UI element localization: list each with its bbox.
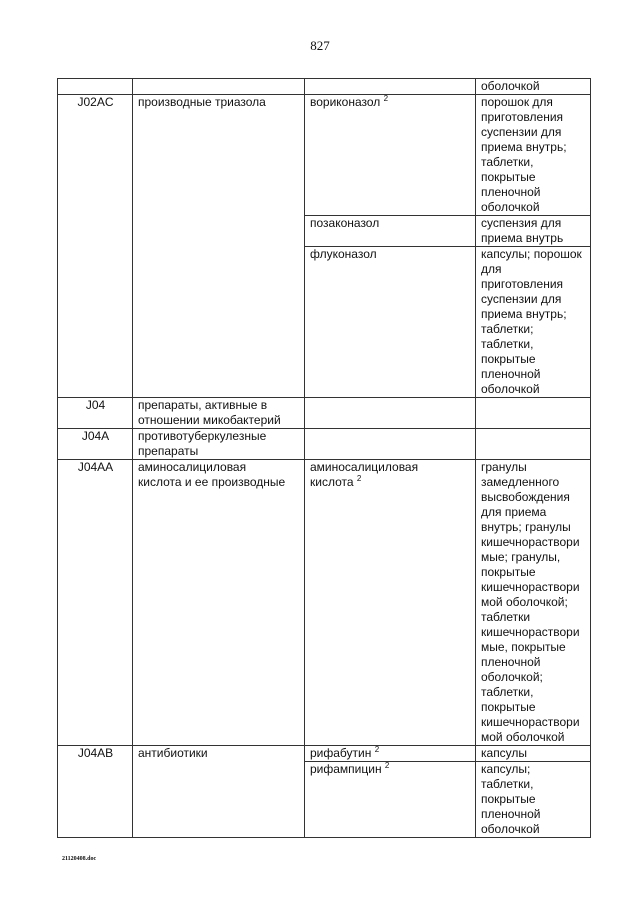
drug-cell — [305, 79, 476, 95]
atc-code-cell — [58, 79, 133, 95]
dosage-form-cell — [476, 429, 591, 460]
dosage-form-cell: капсулы; порошок для приготовления суспензии для приема внутрь; таблетки; таблетки, покрытые пленочной оболочкой — [476, 247, 591, 398]
table-row — [58, 398, 591, 429]
drug-cell — [305, 460, 476, 746]
dosage-form-cell: гранулы замедленного высвобождения для приема внутрь; гранулы кишечнораствори мые; гранулы, покрытые кишечнораствори мой оболочкой; таблетки кишечнораствори мые, покрытые пленочной оболочкой; таблетки, покрытые кишечнораствори мой оболочкой — [476, 460, 591, 746]
drug-cell — [305, 247, 476, 398]
table-row — [58, 746, 591, 762]
drug-name: вориконазол — [310, 95, 381, 109]
atc-code-cell: J04 — [58, 398, 133, 429]
table-row — [58, 95, 591, 216]
drug-cell — [305, 398, 476, 429]
drug-cell — [305, 95, 476, 216]
table-row — [58, 79, 591, 95]
drug-name: рифабутин — [310, 746, 372, 760]
footnote-mark: 2 — [383, 94, 389, 103]
dosage-form-cell: суспензия для приема внутрь — [476, 216, 591, 247]
drug-table — [57, 78, 591, 838]
footnote-mark: 2 — [356, 474, 362, 483]
drug-name: позаконазол — [310, 216, 380, 230]
dosage-form-cell — [476, 398, 591, 429]
group-cell: аминосалициловая кислота и ее производные — [133, 460, 305, 746]
document-filename: 21120408.doc — [62, 856, 97, 862]
drug-cell — [305, 746, 476, 762]
dosage-form-cell: оболочкой — [476, 79, 591, 95]
drug-cell — [305, 216, 476, 247]
drug-cell — [305, 762, 476, 838]
dosage-form-cell: порошок для приготовления суспензии для приема внутрь; таблетки, покрытые пленочной оболочкой — [476, 95, 591, 216]
dosage-form-cell: капсулы — [476, 746, 591, 762]
atc-code-cell: J04A — [58, 429, 133, 460]
footnote-mark: 2 — [384, 761, 390, 770]
table-row — [58, 460, 591, 746]
page-number: 827 — [310, 38, 330, 53]
drug-cell — [305, 429, 476, 460]
footnote-mark: 2 — [374, 745, 380, 754]
dosage-form-cell: капсулы; таблетки, покрытые пленочной оболочкой — [476, 762, 591, 838]
group-cell — [133, 79, 305, 95]
group-cell: противотуберкулезные препараты — [133, 429, 305, 460]
drug-name: рифампицин — [310, 762, 382, 776]
table-row — [58, 429, 591, 460]
group-cell: антибиотики — [133, 746, 305, 838]
atc-code-cell: J02AC — [58, 95, 133, 398]
atc-code-cell: J04AA — [58, 460, 133, 746]
group-cell: препараты, активные в отношении микобактерий — [133, 398, 305, 429]
group-cell: производные триазола — [133, 95, 305, 398]
drug-name: аминосалициловая кислота — [310, 460, 419, 489]
drug-name: флуконазол — [310, 247, 377, 261]
atc-code-cell: J04AB — [58, 746, 133, 838]
